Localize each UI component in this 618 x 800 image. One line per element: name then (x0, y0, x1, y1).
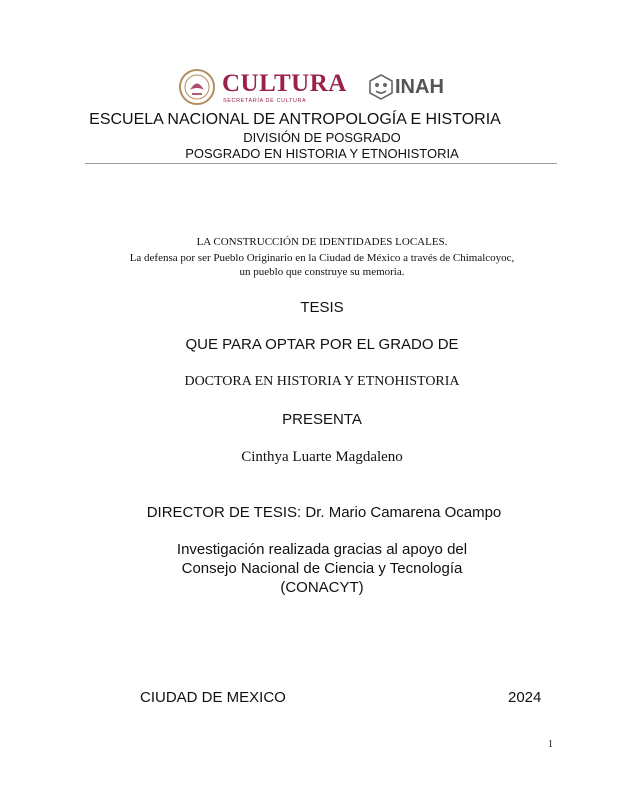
mexico-eagle-seal-icon (178, 68, 216, 106)
thesis-subtitle-line: un pueblo que construye su memoria. (239, 266, 405, 278)
page-number: 1 (548, 739, 553, 750)
author-name: Cinthya Luarte Magdaleno (241, 449, 403, 465)
inah-mask-icon (368, 74, 394, 100)
document-type: TESIS (300, 299, 344, 316)
thesis-subtitle-line: La defensa por ser Pueblo Originario en la Ciudad de México a través de Chimalcoyoc, (129, 252, 515, 264)
support-statement-line: Consejo Nacional de Ciencia y Tecnología (181, 560, 463, 577)
presenta-label: PRESENTA (282, 411, 362, 428)
header-divider (85, 163, 557, 164)
inah-logo (368, 74, 458, 104)
degree-intro: QUE PARA OPTAR POR EL GRADO DE (185, 336, 459, 353)
inah-wordmark: INAH (395, 76, 444, 98)
city: CIUDAD DE MEXICO (140, 689, 286, 706)
thesis-title: LA CONSTRUCCIÓN DE IDENTIDADES LOCALES. (196, 236, 448, 248)
program-name: POSGRADO EN HISTORIA Y ETNOHISTORIA (185, 146, 459, 161)
cultura-wordmark: CULTURA (222, 70, 347, 97)
cultura-subtitle: SECRETARÍA DE CULTURA (223, 98, 307, 104)
year: 2024 (508, 689, 542, 706)
support-statement-line: Investigación realizada gracias al apoyo del (176, 541, 468, 558)
cultura-logo (178, 68, 347, 108)
division-name: DIVISIÓN DE POSGRADO (243, 130, 401, 145)
school-name: ESCUELA NACIONAL DE ANTROPOLOGÍA E HISTORIA (89, 111, 501, 128)
support-statement-line: (CONACYT) (280, 579, 364, 596)
thesis-director: DIRECTOR DE TESIS: Dr. Mario Camarena Ocampo (146, 504, 502, 521)
degree-name: DOCTORA EN HISTORIA Y ETNOHISTORIA (184, 374, 460, 389)
